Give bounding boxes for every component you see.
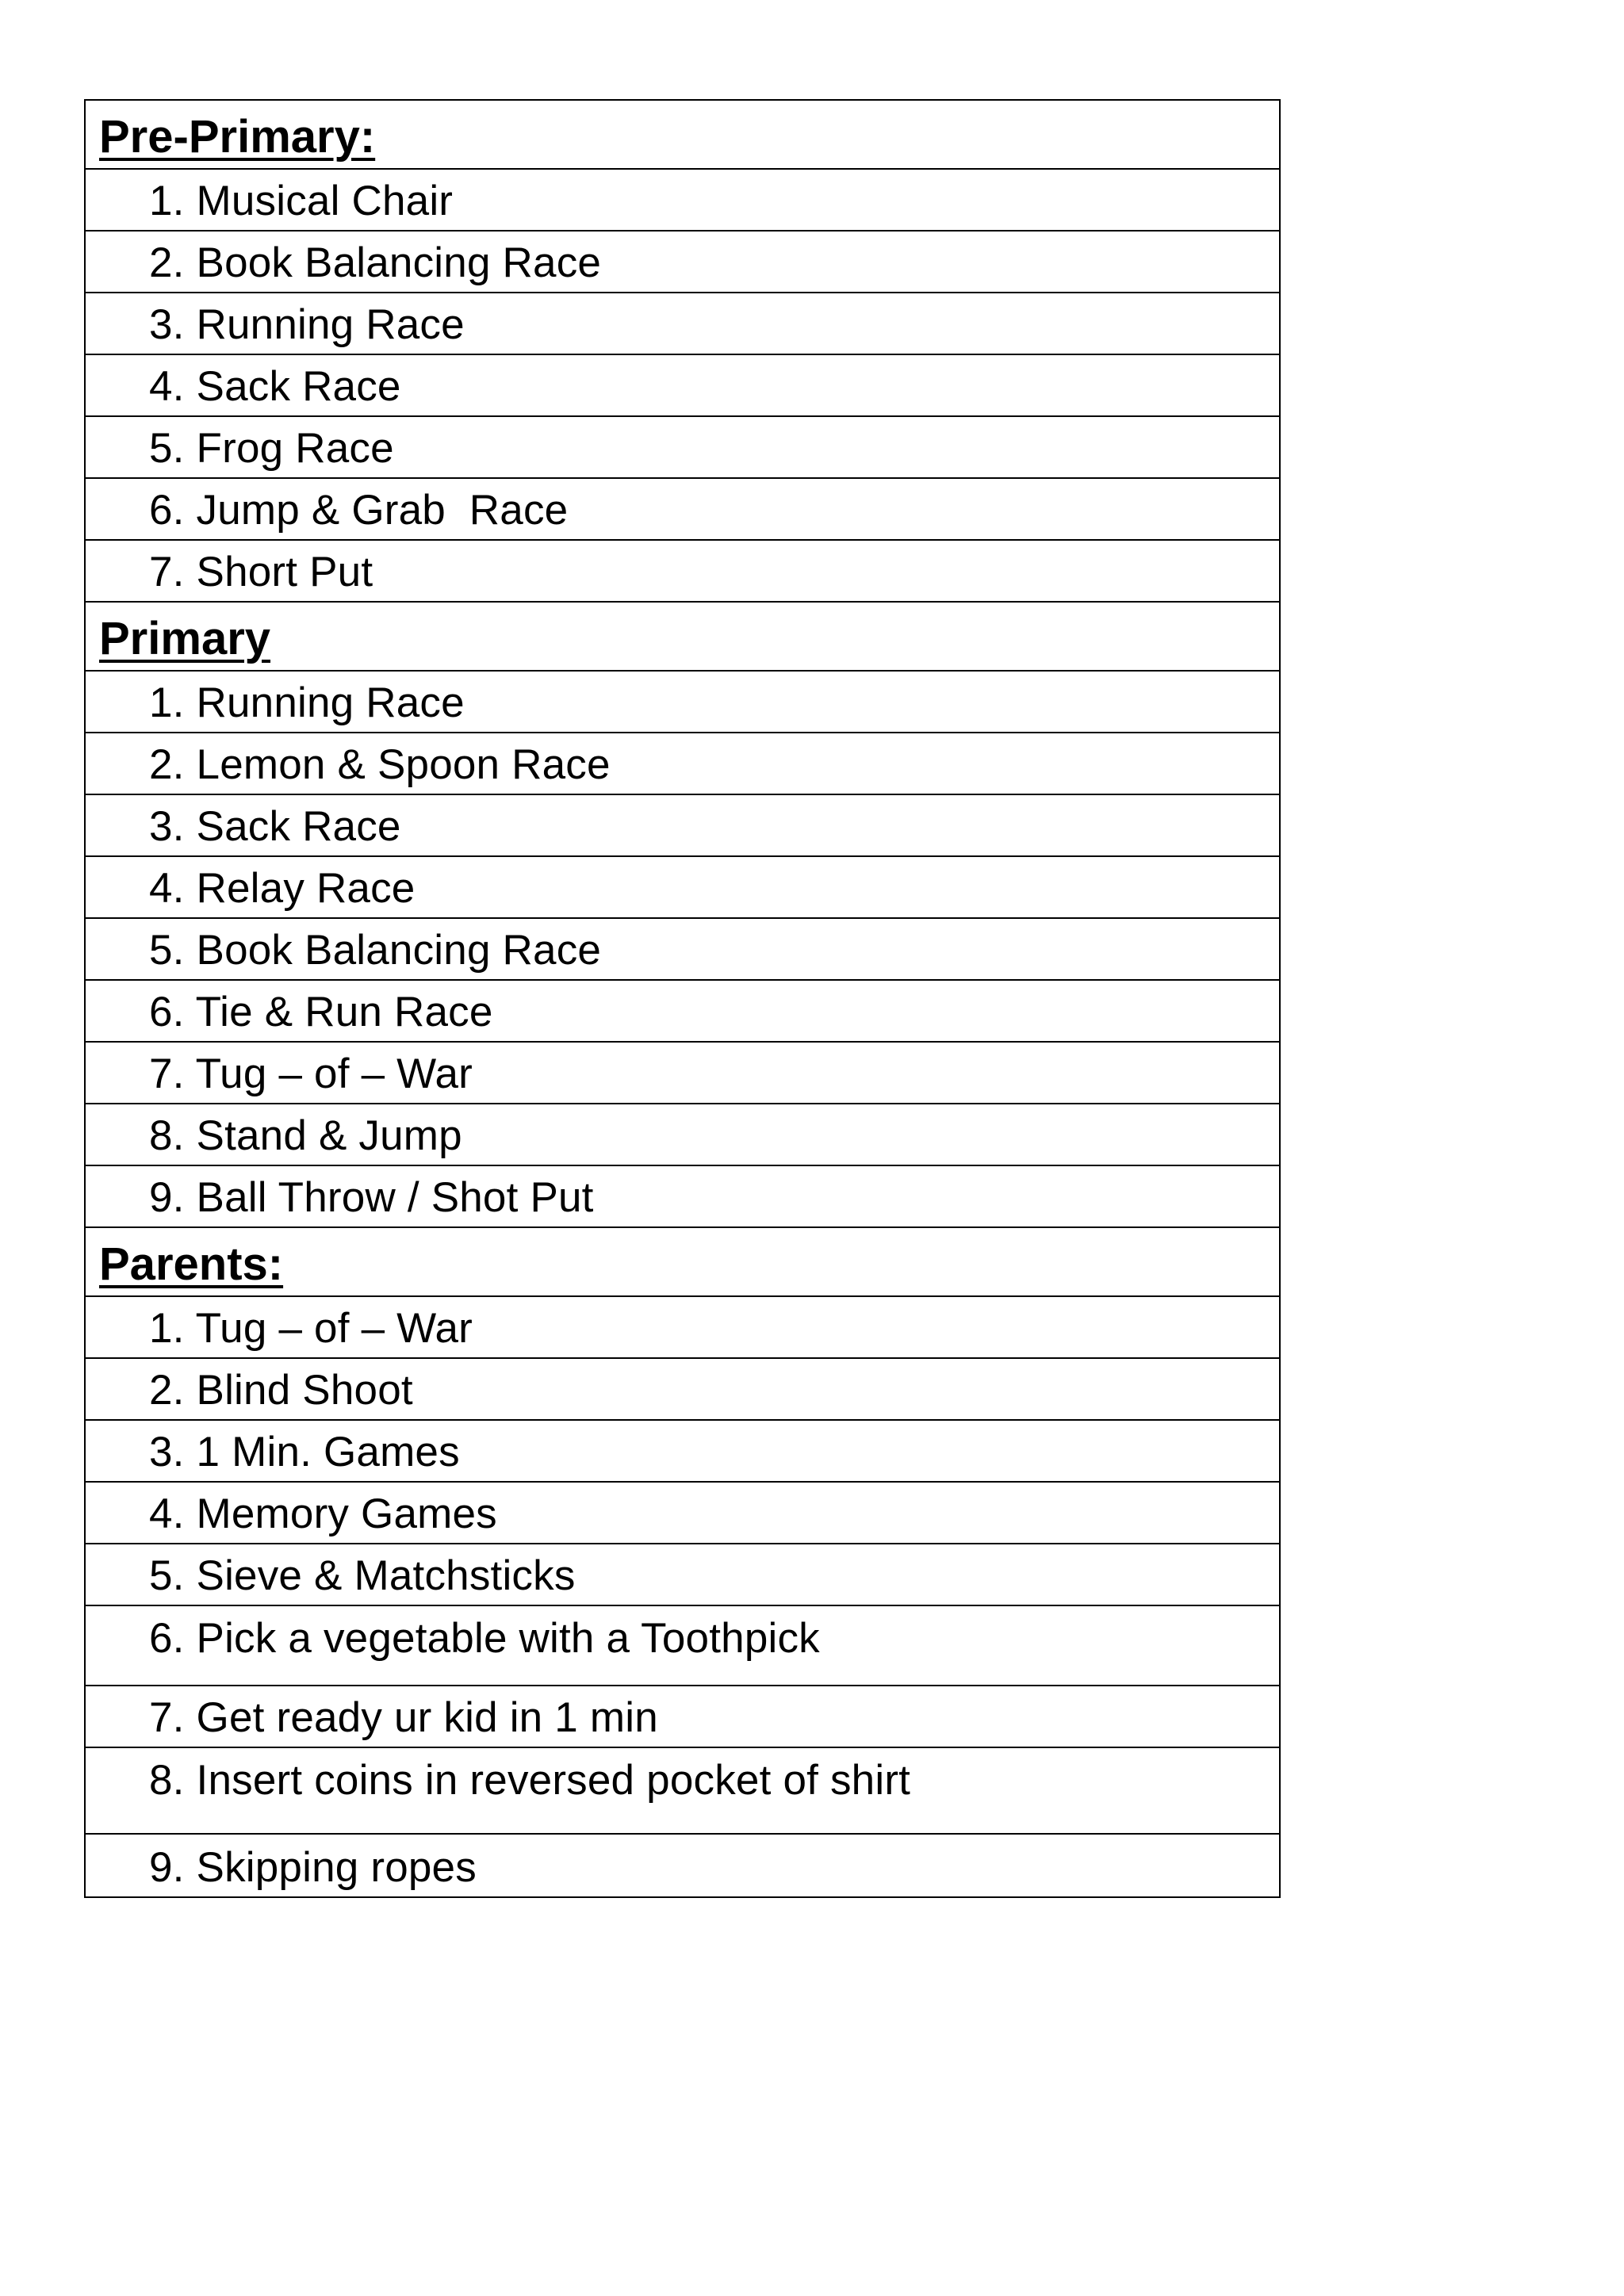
list-item-text: 6. Jump & Grab Race: [149, 487, 569, 534]
list-item-text: 4. Memory Games: [149, 1490, 497, 1537]
list-item: [86, 1166, 1279, 1228]
list-item-text: 1. Musical Chair: [149, 178, 454, 224]
list-item-text: 3. Sack Race: [149, 803, 401, 850]
list-item-text: 2. Book Balancing Race: [149, 239, 602, 286]
section-heading-pre-primary: [86, 101, 1279, 170]
list-item-text: 3. 1 Min. Games: [149, 1429, 460, 1475]
list-item-text: 3. Running Race: [149, 301, 465, 348]
list-item: [86, 1835, 1279, 1896]
list-item: [86, 1686, 1279, 1748]
list-item: [86, 417, 1279, 479]
list-item-text: 8. Insert coins in reversed pocket of shirt: [149, 1757, 911, 1804]
section-heading-parents: [86, 1228, 1279, 1297]
list-item: [86, 672, 1279, 733]
list-item: [86, 1544, 1279, 1606]
list-item-text: 1. Running Race: [149, 679, 465, 726]
list-item: [86, 1297, 1279, 1359]
list-item-text: 8. Stand & Jump: [149, 1112, 462, 1159]
list-item-text: 9. Skipping ropes: [149, 1844, 477, 1891]
list-item: [86, 355, 1279, 417]
list-item: [86, 733, 1279, 795]
list-item-text: 2. Blind Shoot: [149, 1367, 413, 1414]
list-item-text: 5. Sieve & Matchsticks: [149, 1552, 576, 1599]
list-item-text: 2. Lemon & Spoon Race: [149, 741, 611, 788]
list-item-text: 9. Ball Throw / Shot Put: [149, 1174, 594, 1221]
list-item-text: 7. Get ready ur kid in 1 min: [149, 1694, 658, 1741]
list-item: [86, 857, 1279, 919]
list-item-text: 5. Book Balancing Race: [149, 927, 602, 974]
list-item: [86, 1606, 1279, 1686]
list-item: [86, 919, 1279, 981]
list-item: [86, 1421, 1279, 1483]
list-item: [86, 1483, 1279, 1544]
list-item-text: 6. Tie & Run Race: [149, 989, 493, 1035]
list-item-text: 1. Tug – of – War: [149, 1305, 473, 1352]
list-item: [86, 795, 1279, 857]
list-item: [86, 293, 1279, 355]
list-item: [86, 479, 1279, 541]
section-heading-text: Pre-Primary:: [99, 111, 376, 163]
list-item-text: 7. Tug – of – War: [149, 1050, 473, 1097]
list-item: [86, 232, 1279, 293]
list-item: [86, 1043, 1279, 1104]
list-item: [86, 1104, 1279, 1166]
list-item: [86, 1748, 1279, 1835]
list-item: [86, 541, 1279, 603]
section-heading-text: Parents:: [99, 1238, 284, 1290]
list-item: [86, 170, 1279, 232]
section-heading-primary: [86, 603, 1279, 672]
list-item-text: 5. Frog Race: [149, 425, 394, 472]
list-item-text: 4. Relay Race: [149, 865, 416, 912]
list-item: [86, 1359, 1279, 1421]
list-item-text: 4. Sack Race: [149, 363, 401, 410]
list-item: [86, 981, 1279, 1043]
events-table: [84, 99, 1281, 1898]
list-item-text: 7. Short Put: [149, 549, 373, 595]
section-heading-text: Primary: [99, 613, 271, 664]
list-item-text: 6. Pick a vegetable with a Toothpick: [149, 1615, 820, 1662]
